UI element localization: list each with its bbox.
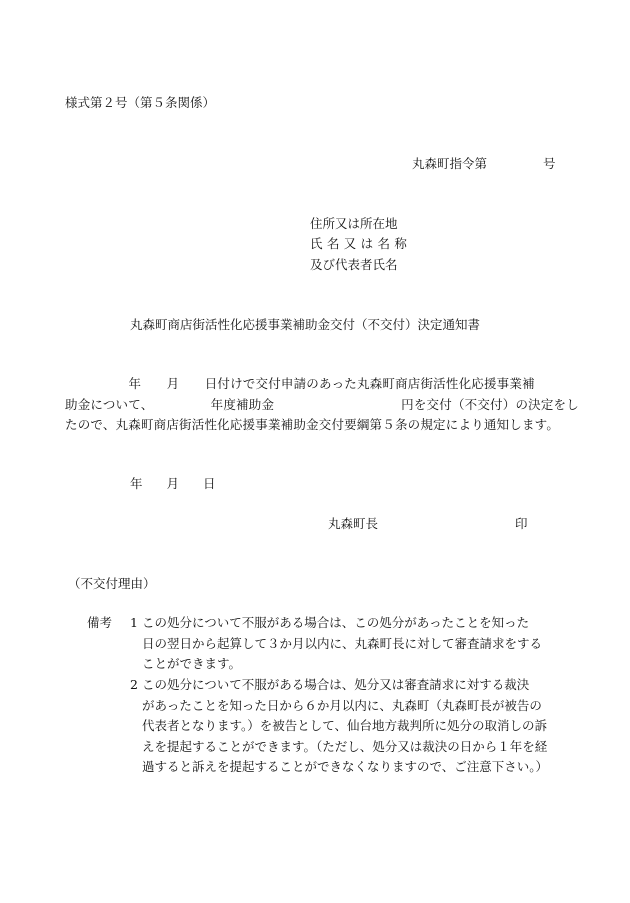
- note-number-1: 1: [130, 615, 138, 630]
- body-text-line-1: 年 月 日付けで交付申請のあった丸森町商店街活性化応援事業補: [65, 376, 535, 391]
- date-year: 年: [130, 476, 143, 491]
- issuer-name: 丸森町長: [328, 516, 379, 531]
- note-2-line-5: 過すると訴えを提起することができなくなりますので、ご注意下さい。）: [142, 759, 549, 774]
- date-day: 日: [203, 476, 216, 491]
- date-month: 月: [166, 476, 180, 491]
- seal-mark: 印: [515, 516, 528, 531]
- body-text-line-3: たので、丸森町商店街活性化応援事業補助金交付要綱第５条の規定により通知します。: [65, 417, 560, 432]
- addressee-name-label: 氏名又は名称: [310, 236, 412, 251]
- note-2-line-1: この処分について不服がある場合は、処分又は審査請求に対する裁決: [142, 677, 530, 692]
- body-text-line-2: 助金について、 年度補助金 円を交付（不交付）の決定をし: [65, 397, 579, 412]
- document-title: 丸森町商店街活性化応援事業補助金交付（不交付）決定通知書: [130, 317, 481, 332]
- note-1-line-3: ことができます。: [142, 656, 242, 671]
- addressee-representative-label: 及び代表者氏名: [310, 257, 398, 272]
- issue-date: [130, 478, 216, 491]
- notice-number: [412, 158, 556, 171]
- form-number: 様式第２号（第５条関係）: [65, 95, 216, 110]
- note-2-line-2: があったことを知った日から６か月以内に、丸森町（丸森町長が被告の: [142, 698, 542, 713]
- note-1-line-2: 日の翌日から起算して３か月以内に、丸森町長に対して審査請求をする: [142, 636, 543, 651]
- note-number-2: 2: [130, 677, 138, 692]
- reason-label: （不交付理由）: [68, 576, 156, 591]
- notice-number-suffix: 号: [543, 156, 556, 171]
- note-2-line-3: 代表者となります。）を被告として、仙台地方裁判所に処分の取消しの訴: [142, 718, 548, 733]
- note-1-line-1: この処分について不服がある場合は、この処分があったことを知った: [142, 615, 530, 630]
- addressee-address-label: 住所又は所在地: [310, 216, 398, 231]
- remarks-label: 備考: [87, 615, 113, 630]
- note-2-line-4: えを提起することができます。（ただし、処分又は裁決の日から１年を経: [142, 739, 548, 754]
- notice-number-prefix: 丸森町指令第: [412, 156, 488, 171]
